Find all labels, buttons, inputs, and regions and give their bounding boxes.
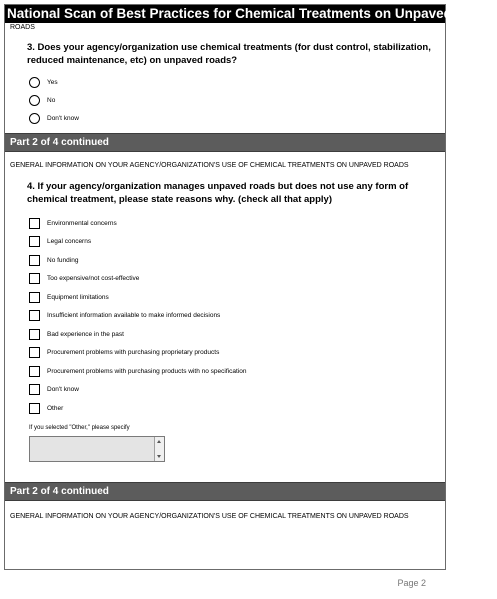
option-label: Too expensive/not cost-effective	[47, 275, 140, 283]
checkbox[interactable]	[29, 273, 40, 284]
checkbox[interactable]	[29, 329, 40, 340]
option-label: Don't know	[47, 386, 79, 394]
question-3-options	[5, 73, 445, 127]
option-label: Don't know	[47, 114, 79, 122]
radio-yes[interactable]	[29, 77, 40, 88]
survey-page	[4, 4, 497, 570]
option-label: Procurement problems with purchasing proprietary products	[47, 349, 220, 357]
section-header: Part 2 of 4 continued	[5, 133, 445, 152]
option-proprietary[interactable]	[29, 344, 445, 363]
radio-no[interactable]	[29, 95, 40, 106]
question-3-title: 3. Does your agency/organization use chemical treatments (for dust control, stabilization, reduced maintenance, etc) on unpaved roads?	[27, 42, 431, 66]
option-dont-know[interactable]	[29, 381, 445, 400]
radio-dont-know[interactable]	[29, 113, 40, 124]
other-specify-input[interactable]	[29, 436, 165, 462]
option-bad-experience[interactable]	[29, 325, 445, 344]
option-other[interactable]	[29, 399, 445, 418]
option-yes[interactable]	[29, 73, 445, 91]
checkbox[interactable]	[29, 310, 40, 321]
question-4-title: 4. If your agency/organization manages unpaved roads but does not use any form of chemical treatment, please state reasons why. (check all that apply)	[27, 181, 409, 205]
option-equipment[interactable]	[29, 288, 445, 307]
option-label: Bad experience in the past	[47, 330, 124, 338]
option-label: Procurement problems with purchasing products with no specification	[47, 367, 247, 375]
option-no[interactable]	[29, 91, 445, 109]
survey-title: National Scan of Best Practices for Chemical Treatments on Unpaved Roads	[7, 6, 497, 21]
option-no-funding[interactable]	[29, 251, 445, 270]
option-label: Insufficient information available to make informed decisions	[47, 312, 221, 320]
checkbox[interactable]	[29, 255, 40, 266]
option-legal[interactable]	[29, 233, 445, 252]
option-label: No	[47, 96, 56, 104]
option-no-specification[interactable]	[29, 362, 445, 381]
checkbox[interactable]	[29, 403, 40, 414]
checkbox[interactable]	[29, 347, 40, 358]
section-description: GENERAL INFORMATION ON YOUR AGENCY/ORGANIZATION'S USE OF CHEMICAL TREATMENTS ON UNPAVED ROADS	[10, 162, 409, 169]
textbox-scrollbar[interactable]	[154, 437, 164, 461]
option-label: Environmental concerns	[47, 219, 117, 227]
page-number: Page 2	[397, 578, 426, 588]
checkbox[interactable]	[29, 218, 40, 229]
breadcrumb: ROADS	[10, 24, 35, 31]
section-description: GENERAL INFORMATION ON YOUR AGENCY/ORGANIZATION'S USE OF CHEMICAL TREATMENTS ON UNPAVED ROADS	[10, 512, 409, 520]
option-label: Other	[47, 404, 64, 412]
option-label: Yes	[47, 78, 58, 86]
section-header: Part 2 of 4 continued	[5, 482, 445, 501]
option-too-expensive[interactable]	[29, 270, 445, 289]
checkbox[interactable]	[29, 384, 40, 395]
checkbox[interactable]	[29, 236, 40, 247]
option-insufficient-info[interactable]	[29, 307, 445, 326]
option-label: No funding	[47, 256, 79, 264]
scroll-up-icon[interactable]	[157, 440, 161, 443]
scroll-down-icon[interactable]	[157, 455, 161, 458]
checkbox[interactable]	[29, 366, 40, 377]
option-label: Legal concerns	[47, 238, 92, 246]
checkbox[interactable]	[29, 292, 40, 303]
option-environmental[interactable]	[29, 214, 445, 233]
option-dont-know[interactable]	[29, 109, 445, 127]
question-4-options	[5, 214, 445, 418]
other-specify-label: If you selected "Other," please specify	[29, 424, 130, 431]
option-label: Equipment limitations	[47, 293, 109, 301]
